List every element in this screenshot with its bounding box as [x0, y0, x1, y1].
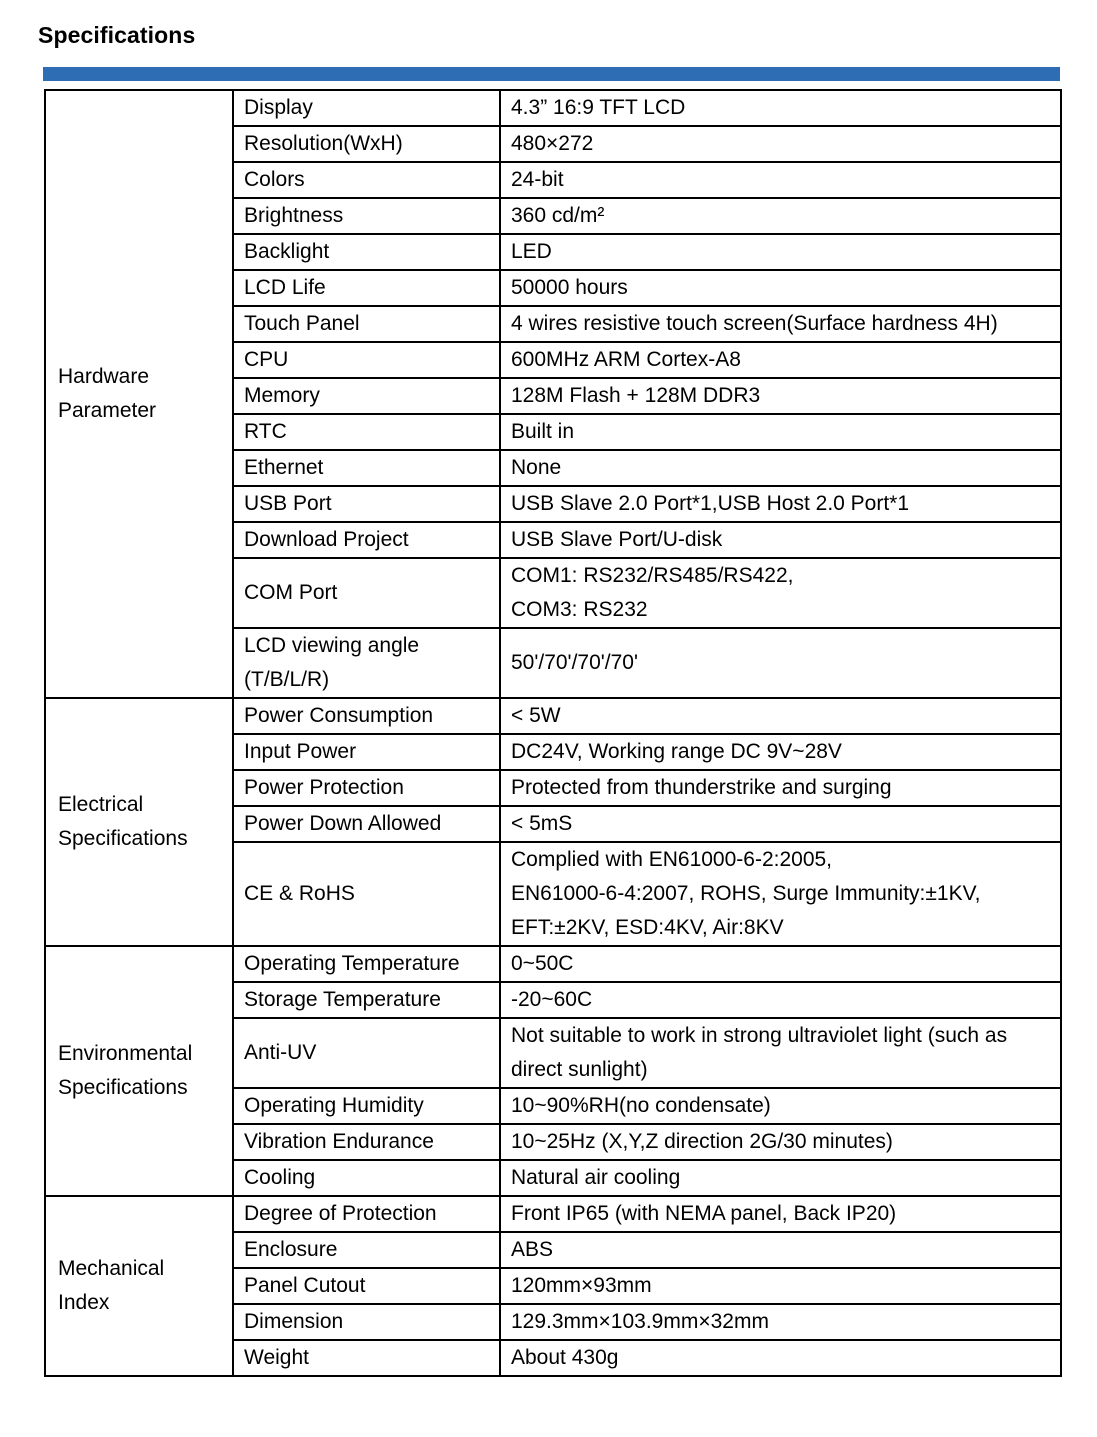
parameter-value-line: 4 wires resistive touch screen(Surface hardness 4H)	[511, 312, 998, 335]
parameter-value-line: Front IP65 (with NEMA panel, Back IP20)	[511, 1202, 897, 1225]
parameter-value-cell	[500, 1160, 1061, 1196]
table-row	[45, 1196, 1061, 1232]
parameter-name-cell	[233, 946, 500, 982]
parameter-name: Power Consumption	[244, 704, 434, 727]
parameter-value-cell	[500, 486, 1061, 522]
parameter-value-cell	[500, 126, 1061, 162]
parameter-name: Anti-UV	[244, 1041, 317, 1064]
parameter-value-cell	[500, 306, 1061, 342]
parameter-name-cell	[233, 342, 500, 378]
parameter-value-line: ABS	[511, 1238, 554, 1261]
table-row	[45, 698, 1061, 734]
parameter-value-line: 120mm×93mm	[511, 1274, 652, 1297]
group-label-line: Index	[58, 1291, 110, 1314]
parameter-value-line: 50000 hours	[511, 276, 628, 299]
parameter-name-cell	[233, 270, 500, 306]
parameter-name-cell	[233, 126, 500, 162]
parameter-name-line: (T/B/L/R)	[244, 668, 330, 691]
parameter-value-line: Built in	[511, 420, 575, 443]
parameter-value-cell	[500, 842, 1061, 946]
parameter-value-line: USB Slave 2.0 Port*1,USB Host 2.0 Port*1	[511, 492, 910, 515]
parameter-name-cell	[233, 1124, 500, 1160]
parameter-value-line: DC24V, Working range DC 9V~28V	[511, 740, 842, 763]
parameter-name-cell	[233, 378, 500, 414]
group-label-cell	[45, 698, 233, 946]
group-label-line: Specifications	[58, 827, 188, 850]
parameter-name: Download Project	[244, 528, 409, 551]
title-accent-bar	[43, 67, 1060, 81]
parameter-value-line: 360 cd/m²	[511, 204, 605, 227]
parameter-name: USB Port	[244, 492, 332, 515]
parameter-name: Ethernet	[244, 456, 324, 479]
parameter-value-line: Natural air cooling	[511, 1166, 681, 1189]
group-label-cell	[45, 90, 233, 698]
group-label-line: Environmental	[58, 1042, 193, 1065]
parameter-value-cell	[500, 1304, 1061, 1340]
parameter-value-cell	[500, 450, 1061, 486]
parameter-name: Power Down Allowed	[244, 812, 442, 835]
parameter-value-line: EN61000-6-4:2007, ROHS, Surge Immunity:±1KV,	[511, 882, 981, 905]
parameter-name: Brightness	[244, 204, 344, 227]
parameter-name-cell	[233, 1088, 500, 1124]
parameter-value-cell	[500, 806, 1061, 842]
parameter-value-cell	[500, 1124, 1061, 1160]
parameter-name: RTC	[244, 420, 287, 443]
parameter-value-line: LED	[511, 240, 552, 263]
parameter-name: Vibration Endurance	[244, 1130, 434, 1153]
group-label-cell	[45, 946, 233, 1196]
parameter-name: Colors	[244, 168, 305, 191]
specifications-table-body	[45, 90, 1061, 1376]
parameter-value-line: 4.3” 16:9 TFT LCD	[511, 96, 686, 119]
parameter-name: Cooling	[244, 1166, 316, 1189]
parameter-value-cell	[500, 946, 1061, 982]
parameter-value-line: 0~50C	[511, 952, 574, 975]
specifications-table	[44, 89, 1062, 1377]
parameter-value-cell	[500, 378, 1061, 414]
parameter-name: Operating Temperature	[244, 952, 460, 975]
parameter-name-cell	[233, 1160, 500, 1196]
parameter-name-cell	[233, 1018, 500, 1088]
parameter-value-cell	[500, 628, 1061, 698]
parameter-name: Backlight	[244, 240, 330, 263]
parameter-value-cell	[500, 90, 1061, 126]
parameter-name-cell	[233, 982, 500, 1018]
parameter-value-line: < 5W	[511, 704, 561, 727]
parameter-value-line: 600MHz ARM Cortex-A8	[511, 348, 741, 371]
parameter-name-cell	[233, 522, 500, 558]
parameter-name-cell	[233, 234, 500, 270]
parameter-value-cell	[500, 698, 1061, 734]
parameter-name-cell	[233, 450, 500, 486]
parameter-name-cell	[233, 628, 500, 698]
parameter-value-line: 10~25Hz (X,Y,Z direction 2G/30 minutes)	[511, 1130, 893, 1153]
group-label-cell	[45, 1196, 233, 1376]
parameter-value-cell	[500, 1268, 1061, 1304]
group-label-line: Parameter	[58, 399, 157, 422]
parameter-value-cell	[500, 414, 1061, 450]
parameter-name: Panel Cutout	[244, 1274, 366, 1297]
parameter-name-cell	[233, 1304, 500, 1340]
parameter-value-cell	[500, 162, 1061, 198]
parameter-value-cell	[500, 522, 1061, 558]
parameter-name: Resolution(WxH)	[244, 132, 403, 155]
parameter-value-cell	[500, 770, 1061, 806]
parameter-value-line: USB Slave Port/U-disk	[511, 528, 723, 551]
parameter-value-cell	[500, 1088, 1061, 1124]
parameter-name: Power Protection	[244, 776, 404, 799]
parameter-name-cell	[233, 486, 500, 522]
parameter-name: Enclosure	[244, 1238, 338, 1261]
parameter-name: Memory	[244, 384, 320, 407]
parameter-name: Operating Humidity	[244, 1094, 424, 1117]
parameter-name-cell	[233, 162, 500, 198]
parameter-name: Weight	[244, 1346, 309, 1369]
parameter-value-cell	[500, 558, 1061, 628]
parameter-name-cell	[233, 806, 500, 842]
parameter-name: Degree of Protection	[244, 1202, 437, 1225]
parameter-name-line: LCD viewing angle	[244, 634, 420, 657]
parameter-value-line: COM1: RS232/RS485/RS422,	[511, 564, 794, 587]
group-label-line: Specifications	[58, 1076, 188, 1099]
parameter-name: COM Port	[244, 581, 338, 604]
parameter-value-line: Not suitable to work in strong ultraviolet light (such as	[511, 1024, 1008, 1047]
parameter-name: Display	[244, 96, 313, 119]
parameter-name: Input Power	[244, 740, 357, 763]
parameter-name-cell	[233, 90, 500, 126]
parameter-value-line: < 5mS	[511, 812, 573, 835]
parameter-value-line: About 430g	[511, 1346, 619, 1369]
parameter-value-cell	[500, 270, 1061, 306]
parameter-value-line: COM3: RS232	[511, 598, 648, 621]
parameter-value-line: direct sunlight)	[511, 1058, 648, 1081]
parameter-name: CPU	[244, 348, 289, 371]
table-row	[45, 946, 1061, 982]
group-label-line: Electrical	[58, 793, 144, 816]
parameter-value-cell	[500, 1232, 1061, 1268]
parameter-value-cell	[500, 198, 1061, 234]
parameter-value-line: 10~90%RH(no condensate)	[511, 1094, 771, 1117]
parameter-value-line: 128M Flash + 128M DDR3	[511, 384, 761, 407]
parameter-value-line: None	[511, 456, 562, 479]
parameter-value-cell	[500, 1196, 1061, 1232]
parameter-value-line: -20~60C	[511, 988, 593, 1011]
parameter-value-line: Protected from thunderstrike and surging	[511, 776, 892, 799]
parameter-value-cell	[500, 1018, 1061, 1088]
parameter-name: Dimension	[244, 1310, 344, 1333]
parameter-value-line: 480×272	[511, 132, 594, 155]
parameter-value-line: EFT:±2KV, ESD:4KV, Air:8KV	[511, 916, 784, 939]
group-label-line: Mechanical	[58, 1257, 165, 1280]
page-title: Specifications	[38, 22, 196, 48]
parameter-name: Touch Panel	[244, 312, 360, 335]
parameter-name-cell	[233, 1232, 500, 1268]
group-label-line: Hardware	[58, 365, 150, 388]
parameter-value-cell	[500, 982, 1061, 1018]
parameter-value-cell	[500, 734, 1061, 770]
parameter-value-line: 24-bit	[511, 168, 564, 191]
parameter-value-line: 129.3mm×103.9mm×32mm	[511, 1310, 769, 1333]
parameter-name-cell	[233, 842, 500, 946]
parameter-name-cell	[233, 198, 500, 234]
parameter-value-cell	[500, 234, 1061, 270]
parameter-name: CE & RoHS	[244, 882, 355, 905]
parameter-name-cell	[233, 306, 500, 342]
parameter-name-cell	[233, 1268, 500, 1304]
parameter-name-cell	[233, 698, 500, 734]
parameter-value-line: 50'/70'/70'/70'	[511, 651, 638, 674]
parameter-name-cell	[233, 770, 500, 806]
parameter-name-cell	[233, 1196, 500, 1232]
parameter-value-cell	[500, 342, 1061, 378]
parameter-name-cell	[233, 734, 500, 770]
parameter-name-cell	[233, 558, 500, 628]
parameter-value-cell	[500, 1340, 1061, 1376]
parameter-value-line: Complied with EN61000-6-2:2005,	[511, 848, 833, 871]
parameter-name-cell	[233, 1340, 500, 1376]
parameter-name-cell	[233, 414, 500, 450]
parameter-name: Storage Temperature	[244, 988, 441, 1011]
parameter-name: LCD Life	[244, 276, 326, 299]
table-row	[45, 90, 1061, 126]
